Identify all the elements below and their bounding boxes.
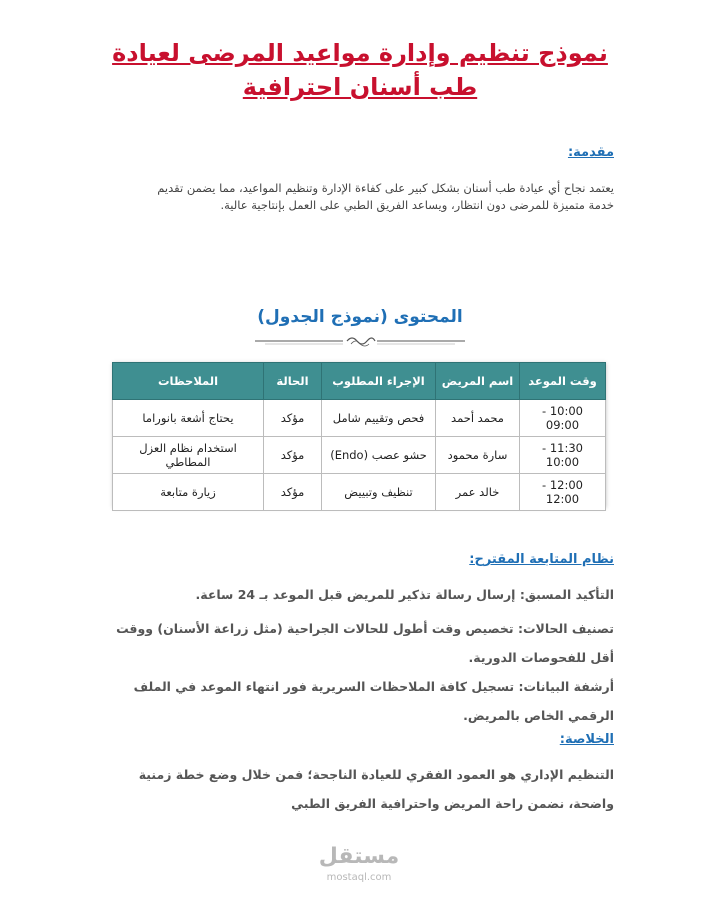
followup-heading: نظام المتابعة المقترح: [469, 552, 614, 567]
conclusion-heading: الخلاصة: [559, 732, 614, 747]
table-grid [112, 362, 606, 511]
header-time: وقت الموعد [520, 363, 606, 400]
cell-time: 10:00 - 09:00 [520, 400, 606, 437]
followup-item-text: تخصيص وقت أطول للحالات الجراحية (مثل زراعة الأسنان) ووقت أقل للفحوصات الدورية. [116, 621, 614, 665]
table-row [113, 437, 606, 474]
followup-item-label: التأكيد المسبق: [519, 587, 614, 602]
followup-item-archiving [104, 672, 614, 730]
document-title [70, 36, 650, 104]
cell-time: 11:30 - 10:00 [520, 437, 606, 474]
cell-procedure: حشو عصب (Endo) [322, 437, 436, 474]
table-row [113, 474, 606, 511]
cell-time: 12:00 - 12:00 [520, 474, 606, 511]
logo-word: مستقل [318, 844, 400, 869]
cell-procedure: فحص وتقييم شامل [322, 400, 436, 437]
ornament-divider-icon [255, 333, 465, 349]
cell-patient: سارة محمود [436, 437, 520, 474]
cell-status: مؤكد [264, 474, 322, 511]
followup-item-classification [104, 614, 614, 672]
header-procedure: الإجراء المطلوب [322, 363, 436, 400]
header-notes: الملاحظات [113, 363, 264, 400]
table-header-row [113, 363, 606, 400]
mostaql-logo [313, 842, 405, 892]
content-heading: المحتوى (نموذج الجدول) [257, 307, 463, 327]
title-line-1: نموذج تنظيم وإدارة مواعيد المرضى لعيادة [112, 39, 608, 67]
appointments-table [113, 362, 606, 507]
cell-procedure: تنظيف وتبييض [322, 474, 436, 511]
followup-item-label: تصنيف الحالات: [517, 621, 614, 636]
conclusion-text: التنظيم الإداري هو العمود الفقري للعيادة الناجحة؛ فمن خلال وضع خطة زمنية واضحة، نضمن راحة المريض واحترافية الفريق الطبي [138, 767, 614, 811]
cell-notes: زيارة متابعة [113, 474, 264, 511]
title-line-2: طب أسنان احترافية [242, 73, 478, 101]
cell-notes: يحتاج أشعة بانوراما [113, 400, 264, 437]
cell-patient: خالد عمر [436, 474, 520, 511]
cell-notes: استخدام نظام العزل المطاطي [113, 437, 264, 474]
header-status: الحالة [264, 363, 322, 400]
followup-item-text: إرسال رسالة تذكير للمريض قبل الموعد بـ 24 ساعة. [195, 587, 520, 602]
intro-text: يعتمد نجاح أي عيادة طب أسنان بشكل كبير على كفاءة الإدارة وتنظيم المواعيد، مما يضمن تقديم خدمة متميزة للمرضى دون انتظار، ويساعد الفريق الطبي على العمل بإنتاجية عالية. [157, 181, 614, 212]
cell-status: مؤكد [264, 437, 322, 474]
header-patient: اسم المريض [436, 363, 520, 400]
cell-patient: محمد أحمد [436, 400, 520, 437]
followup-item-label: أرشفة البيانات: [518, 679, 614, 694]
cell-status: مؤكد [264, 400, 322, 437]
followup-item-text: تسجيل كافة الملاحظات السريرية فور انتهاء الموعد في الملف الرقمي الخاص بالمريض. [133, 679, 614, 723]
followup-item-confirmation [104, 580, 614, 609]
intro-heading: مقدمة: [567, 145, 614, 160]
table-row [113, 400, 606, 437]
logo-url: mostaql.com [326, 872, 392, 883]
